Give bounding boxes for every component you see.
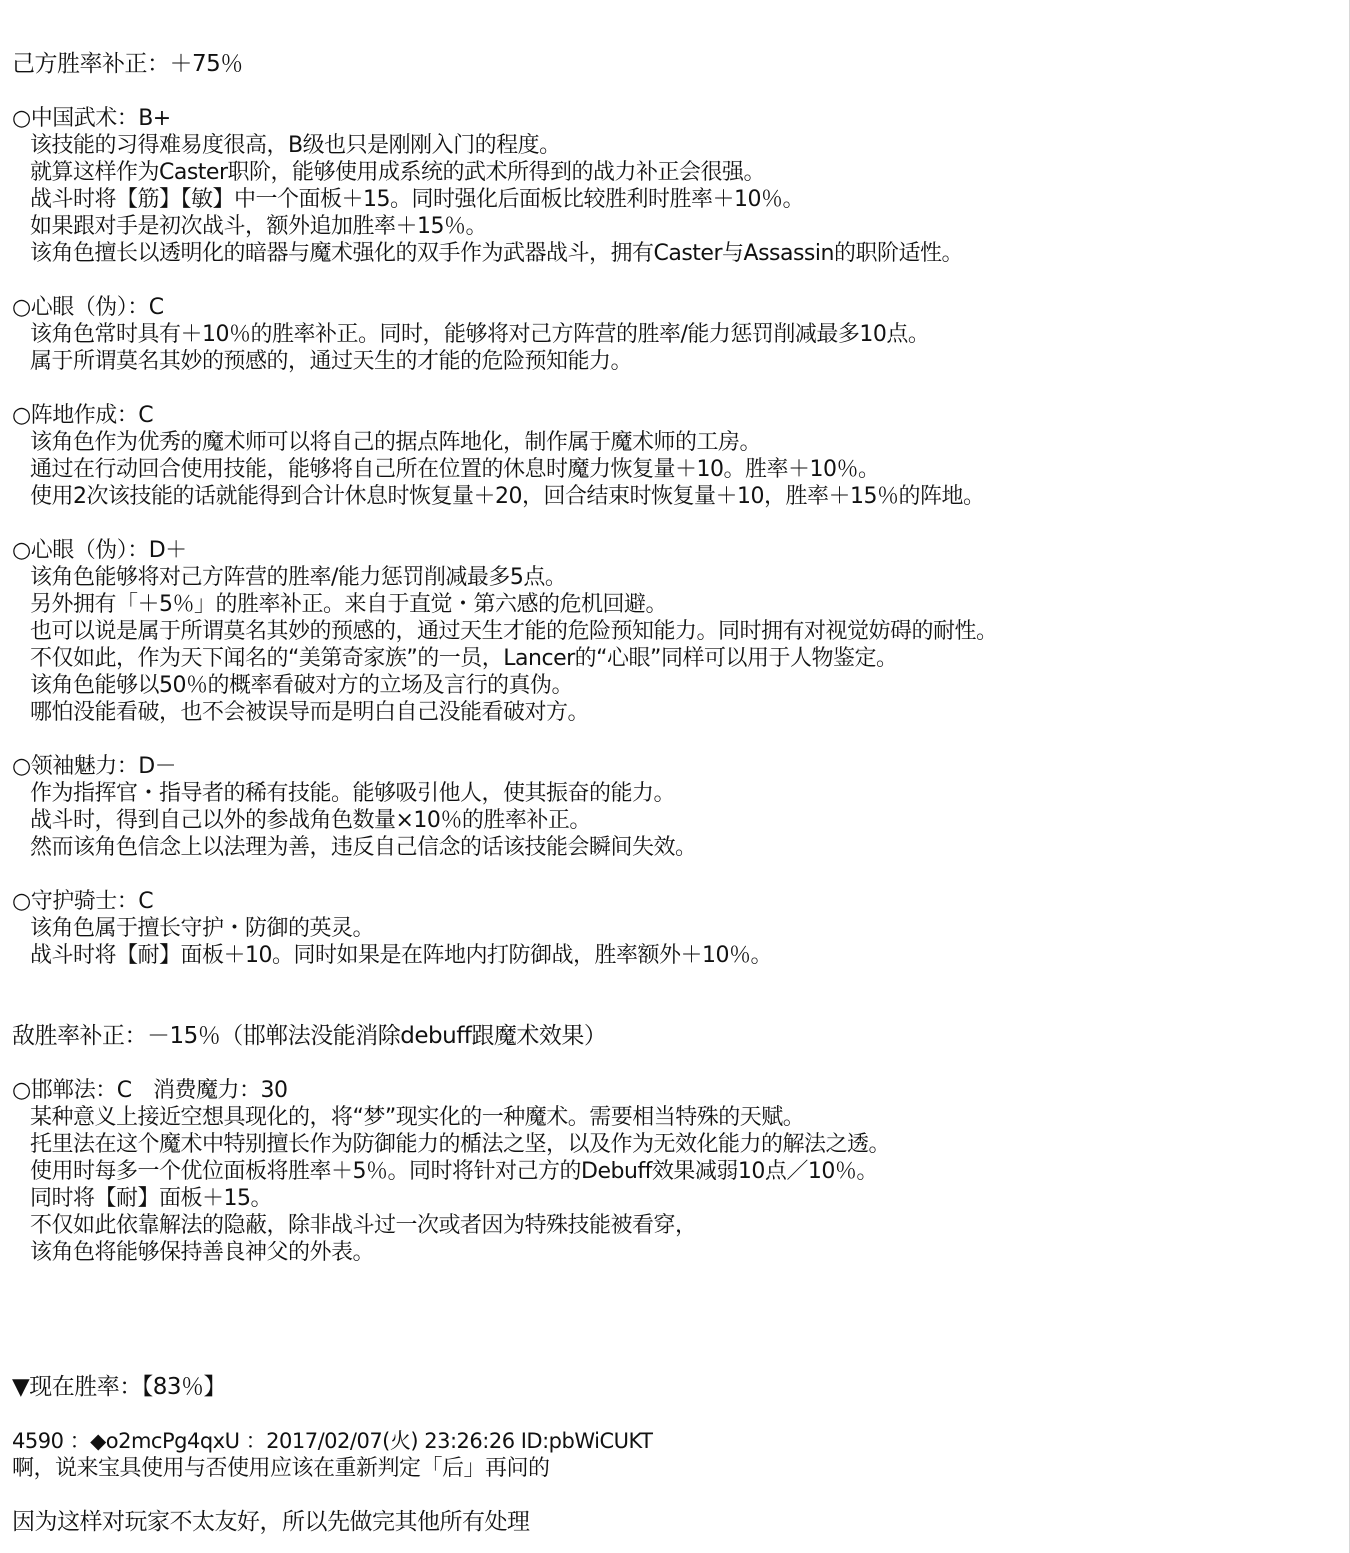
skill-desc-line: 作为指挥官・指导者的稀有技能。能够吸引他人，使其振奋的能力。 (30, 781, 676, 806)
skill-block-handan-method (12, 1077, 1332, 1266)
skill-desc-line: 该角色能够以50％的概率看破对方的立场及言行的真伪。 (30, 673, 573, 698)
skill-title: ○邯郸法：C 消费魔力：30 (12, 1078, 288, 1103)
skill-desc-line: 同时将【耐】面板＋15。 (30, 1186, 272, 1211)
skill-desc-line: 使用2次该技能的话就能得到合计休息时恢复量＋20，回合结束时恢复量＋10，胜率＋15％的阵地。 (30, 484, 985, 509)
skill-desc-line: 就算这样作为Caster职阶，能够使用成系统的武术所得到的战力补正会很强。 (30, 160, 766, 185)
skill-block-guardian-knight (12, 888, 1332, 969)
skill-title: ○守护骑士：C (12, 889, 154, 914)
skill-desc-line: 战斗时，得到自己以外的参战角色数量×10％的胜率补正。 (30, 808, 591, 833)
skill-desc-line: 该角色属于擅长守护・防御的英灵。 (30, 916, 375, 941)
skill-block-mind-eye-fake-d (12, 537, 1332, 726)
skill-desc-line: 该角色作为优秀的魔术师可以将自己的据点阵地化，制作属于魔术师的工房。 (30, 430, 762, 455)
skill-desc-line: 某种意义上接近空想具现化的，将“梦”现实化的一种魔术。需要相当特殊的天赋。 (30, 1105, 805, 1130)
skill-desc-line: 该角色常时具有＋10％的胜率补正。同时，能够将对己方阵营的胜率/能力惩罚削减最多10点。 (30, 322, 930, 347)
forum-post (12, 1428, 1332, 1536)
spacer (12, 267, 1332, 294)
skill-desc-line: 如果跟对手是初次战斗，额外追加胜率＋15％。 (30, 214, 487, 239)
skill-title: ○心眼（伪）：D＋ (12, 538, 187, 563)
skill-block-charisma (12, 753, 1332, 861)
post-header: 4590 ：◆o2mcPg4qxU ：2017/02/07(火) 23:26:26 ID:pbWiCUKT (12, 1429, 653, 1453)
spacer (12, 861, 1332, 888)
skill-desc-line: 另外拥有「＋5％」的胜率补正。来自于直觉・第六感的危机回避。 (30, 592, 667, 617)
skill-title: ○心眼（伪）：C (12, 295, 164, 320)
spacer (12, 78, 1332, 105)
skill-desc-line: 不仅如此依靠解法的隐蔽，除非战斗过一次或者因为特殊技能被看穿， (30, 1213, 697, 1238)
skill-desc-line: 哪怕没能看破，也不会被误导而是明白自己没能看破对方。 (30, 700, 590, 725)
skill-block-chinese-martial-arts (12, 105, 1332, 267)
skill-desc-line: 该角色将能够保持善良神父的外表。 (30, 1240, 375, 1265)
current-winrate: ▼现在胜率：【83％】 (12, 1374, 226, 1400)
skill-desc-line: 然而该角色信念上以法理为善，违反自己信念的话该技能会瞬间失效。 (30, 835, 697, 860)
skill-desc-line: 战斗时将【耐】面板＋10。同时如果是在阵地内打防御战，胜率额外＋10％。 (30, 943, 772, 968)
skill-desc-line: 属于所谓莫名其妙的预感的，通过天生的才能的危险预知能力。 (30, 349, 633, 374)
skill-desc-line: 不仅如此，作为天下闻名的“美第奇家族”的一员，Lancer的“心眼”同样可以用于人物鉴定。 (30, 646, 898, 671)
skill-block-mind-eye-fake-c (12, 294, 1332, 375)
post-line: 因为这样对玩家不太友好，所以先做完其他所有处理 (12, 1509, 530, 1535)
skill-desc-line: 该角色擅长以透明化的暗器与魔术强化的双手作为武器战斗，拥有Caster与Assassin的职阶适性。 (30, 241, 963, 266)
document-body (12, 51, 1332, 1536)
enemy-winrate-modifier: 敌胜率补正：－15％（邯郸法没能消除debuff跟魔术效果） (12, 1023, 607, 1049)
skill-desc-line: 托里法在这个魔术中特别擅长作为防御能力的楯法之坚，以及作为无效化能力的解法之透。 (30, 1132, 891, 1157)
spacer (12, 375, 1332, 402)
spacer (12, 510, 1332, 537)
spacer (12, 1050, 1332, 1077)
post-line (12, 1482, 1332, 1509)
spacer (12, 969, 1332, 1023)
skill-title: ○中国武术：B+ (12, 106, 171, 131)
spacer (12, 1401, 1332, 1428)
post-line: 啊，说来宝具使用与否使用应该在重新判定「后」再问的 (12, 1456, 550, 1481)
skill-title: ○阵地作成：C (12, 403, 154, 428)
skill-desc-line: 该技能的习得难易度很高，B级也只是刚刚入门的程度。 (30, 133, 561, 158)
skill-desc-line: 该角色能够将对己方阵营的胜率/能力惩罚削减最多5点。 (30, 565, 567, 590)
skill-desc-line: 也可以说是属于所谓莫名其妙的预感的，通过天生才能的危险预知能力。同时拥有对视觉妨碍的耐性。 (30, 619, 998, 644)
skill-desc-line: 使用时每多一个优位面板将胜率＋5％。同时将针对己方的Debuff效果减弱10点／10％。 (30, 1159, 878, 1184)
skill-block-territory-creation (12, 402, 1332, 510)
skill-desc-line: 战斗时将【筋】【敏】中一个面板＋15。同时强化后面板比较胜利时胜率＋10％。 (30, 187, 804, 212)
skill-desc-line: 通过在行动回合使用技能，能够将自己所在位置的休息时魔力恢复量＋10。胜率＋10％。 (30, 457, 880, 482)
skill-title: ○领袖魅力：D－ (12, 754, 177, 779)
own-winrate-modifier: 己方胜率补正：＋75％ (12, 51, 243, 77)
spacer (12, 1266, 1332, 1374)
spacer (12, 726, 1332, 753)
